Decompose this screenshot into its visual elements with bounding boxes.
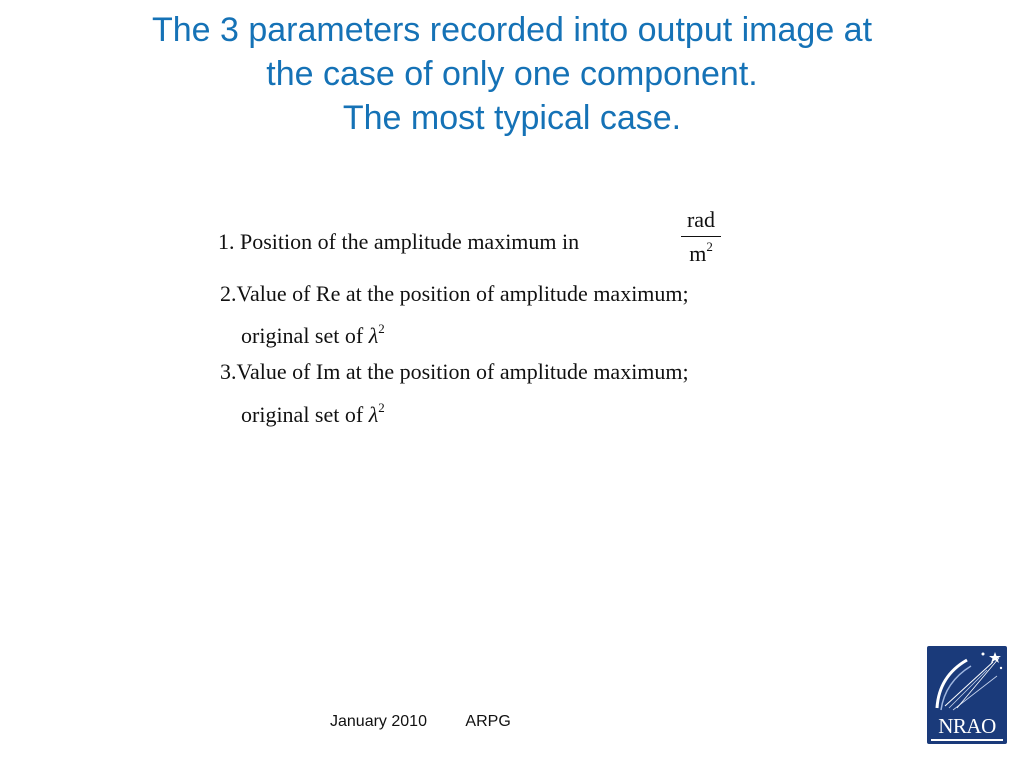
denominator-unit: m <box>689 241 707 266</box>
telescope-arc-icon <box>927 646 1007 716</box>
fraction-bar <box>681 236 721 237</box>
logo-text: NRAO <box>938 714 996 738</box>
logo-underline <box>931 739 1003 741</box>
footer-date: January 2010 <box>330 713 427 730</box>
item-2-original-set: original set of <box>241 323 364 348</box>
lambda-exponent: 2 <box>378 400 385 415</box>
nrao-logo <box>927 646 1007 744</box>
item-1-text: 1. Position of the amplitude maximum in <box>218 229 580 254</box>
title-line-1: The 3 parameters recorded into output image at <box>151 11 873 49</box>
footer <box>330 713 511 731</box>
denominator-exponent: 2 <box>706 239 713 254</box>
item-2-line-1: 2.Value of Re at the position of amplitude maximum; <box>220 281 689 306</box>
title-line-3: The most typical case. <box>342 99 682 137</box>
item-2-line-2 <box>241 321 385 349</box>
item-3-line-1: 3.Value of Im at the position of amplitude maximum; <box>220 359 689 384</box>
lambda-exponent: 2 <box>378 321 385 336</box>
item-3-original-set: original set of <box>241 402 364 427</box>
fraction-denominator <box>679 239 723 267</box>
title-line-2: the case of only one component. <box>266 55 758 93</box>
footer-org: ARPG <box>465 713 511 730</box>
lambda-symbol: λ <box>368 323 379 348</box>
fraction-numerator: rad <box>686 207 716 232</box>
item-3-line-2 <box>241 400 385 428</box>
lambda-symbol: λ <box>368 402 379 427</box>
